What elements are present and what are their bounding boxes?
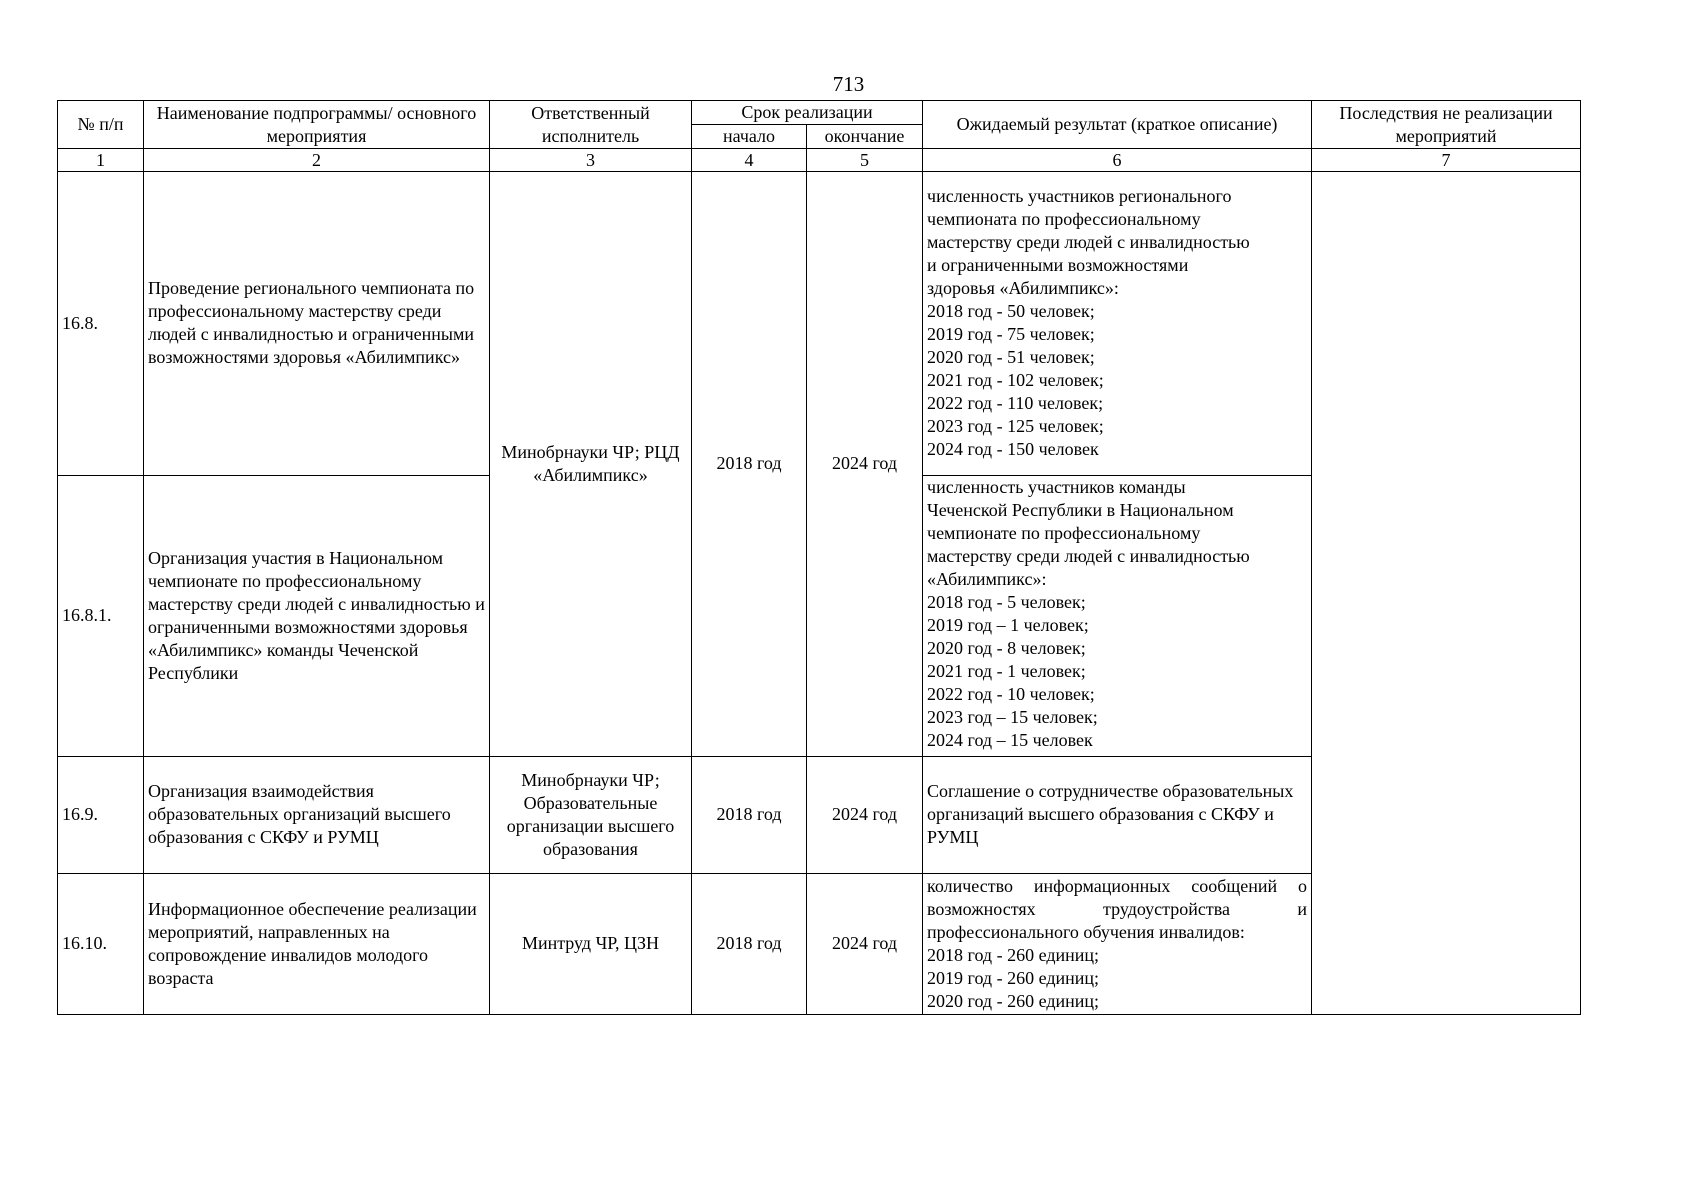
header-start: начало bbox=[692, 125, 807, 149]
result-line: численность участников команды bbox=[927, 476, 1186, 497]
column-number: 6 bbox=[923, 149, 1312, 172]
row-executor: Минобрнауки ЧР; Образовательные организации высшего образования bbox=[490, 756, 692, 873]
table-row bbox=[58, 172, 1581, 475]
result-line: 2021 год - 1 человек; bbox=[927, 660, 1086, 681]
row-result bbox=[923, 172, 1312, 475]
header-result: Ожидаемый результат (краткое описание) bbox=[923, 101, 1312, 149]
result-line: чемпионата по профессиональному bbox=[927, 209, 1201, 230]
column-number: 3 bbox=[490, 149, 692, 172]
row-start: 2018 год bbox=[692, 172, 807, 756]
result-line: мастерству среди людей с инвалидностью bbox=[927, 545, 1250, 566]
program-table bbox=[57, 100, 1581, 1015]
column-number: 7 bbox=[1312, 149, 1581, 172]
row-num: 16.9. bbox=[58, 756, 144, 873]
row-result: Соглашение о сотрудничестве образовательных организаций высшего образования с СКФУ и РУМЦ bbox=[923, 756, 1312, 873]
result-line: 2018 год - 50 человек; bbox=[927, 301, 1095, 322]
column-number: 5 bbox=[807, 149, 923, 172]
result-intro: количество информационных сообщений о возможностях трудоустройства и профессионального обучения инвалидов: bbox=[927, 875, 1308, 942]
row-end: 2024 год bbox=[807, 172, 923, 756]
row-name: Организация участия в Национальном чемпионате по профессиональному мастерству среди людей с инвалидностью и ограниченными возможностями здоровья «Абилимпикс» команды Чеченской Республики bbox=[144, 475, 490, 756]
column-number: 1 bbox=[58, 149, 144, 172]
row-num: 16.8. bbox=[58, 172, 144, 475]
result-line: здоровья «Абилимпикс»: bbox=[927, 278, 1119, 299]
result-line: 2023 год - 125 человек; bbox=[927, 416, 1104, 437]
result-line: 2018 год - 5 человек; bbox=[927, 591, 1086, 612]
row-start: 2018 год bbox=[692, 756, 807, 873]
result-line: 2024 год - 150 человек bbox=[927, 439, 1099, 460]
row-name: Проведение регионального чемпионата по профессиональному мастерству среди людей с инвалидностью и ограниченными возможностями здоровья «Абилимпикс» bbox=[144, 172, 490, 475]
result-line: 2020 год - 260 единиц; bbox=[927, 990, 1100, 1011]
row-num: 16.10. bbox=[58, 873, 144, 1014]
row-executor: Минтруд ЧР, ЦЗН bbox=[490, 873, 692, 1014]
result-line: 2021 год - 102 человек; bbox=[927, 370, 1104, 391]
column-number: 4 bbox=[692, 149, 807, 172]
result-line: мастерству среди людей с инвалидностью bbox=[927, 232, 1250, 253]
result-line: 2022 год - 110 человек; bbox=[927, 393, 1104, 414]
result-line: 2020 год - 51 человек; bbox=[927, 347, 1095, 368]
row-consequences bbox=[1312, 172, 1581, 1014]
row-executor: Минобрнауки ЧР; РЦД «Абилимпикс» bbox=[490, 172, 692, 756]
row-end: 2024 год bbox=[807, 756, 923, 873]
result-line: Чеченской Республики в Национальном bbox=[927, 499, 1234, 520]
row-result bbox=[923, 873, 1312, 1014]
result-line: 2018 год - 260 единиц; bbox=[927, 944, 1100, 965]
header-executor: Ответственный исполнитель bbox=[490, 101, 692, 149]
header-consequences: Последствия не реализации мероприятий bbox=[1312, 101, 1581, 149]
column-number-row bbox=[58, 149, 1581, 172]
row-result bbox=[923, 475, 1312, 756]
result-line: «Абилимпикс»: bbox=[927, 568, 1047, 589]
row-name: Информационное обеспечение реализации мероприятий, направленных на сопровождение инвалидов молодого возраста bbox=[144, 873, 490, 1014]
page-number: 713 bbox=[832, 72, 865, 96]
result-line: 2020 год - 8 человек; bbox=[927, 637, 1086, 658]
result-line: 2019 год – 1 человек; bbox=[927, 614, 1089, 635]
result-line: и ограниченными возможностями bbox=[927, 255, 1189, 276]
row-num: 16.8.1. bbox=[58, 475, 144, 756]
row-name: Организация взаимодействия образовательных организаций высшего образования с СКФУ и РУМЦ bbox=[144, 756, 490, 873]
result-line: чемпионате по профессиональному bbox=[927, 522, 1201, 543]
result-line: 2023 год – 15 человек; bbox=[927, 706, 1098, 727]
result-line: 2019 год - 260 единиц; bbox=[927, 967, 1100, 988]
row-end: 2024 год bbox=[807, 873, 923, 1014]
result-line: 2019 год - 75 человек; bbox=[927, 324, 1095, 345]
result-line: численность участников регионального bbox=[927, 186, 1232, 207]
header-num: № п/п bbox=[58, 101, 144, 149]
header-term: Срок реализации bbox=[692, 101, 923, 125]
header-name: Наименование подпрограммы/ основного мероприятия bbox=[144, 101, 490, 149]
header-end: окончание bbox=[807, 125, 923, 149]
result-line: 2022 год - 10 человек; bbox=[927, 683, 1095, 704]
column-number: 2 bbox=[144, 149, 490, 172]
row-start: 2018 год bbox=[692, 873, 807, 1014]
result-line: 2024 год – 15 человек bbox=[927, 729, 1093, 750]
header-row-1 bbox=[58, 101, 1581, 125]
